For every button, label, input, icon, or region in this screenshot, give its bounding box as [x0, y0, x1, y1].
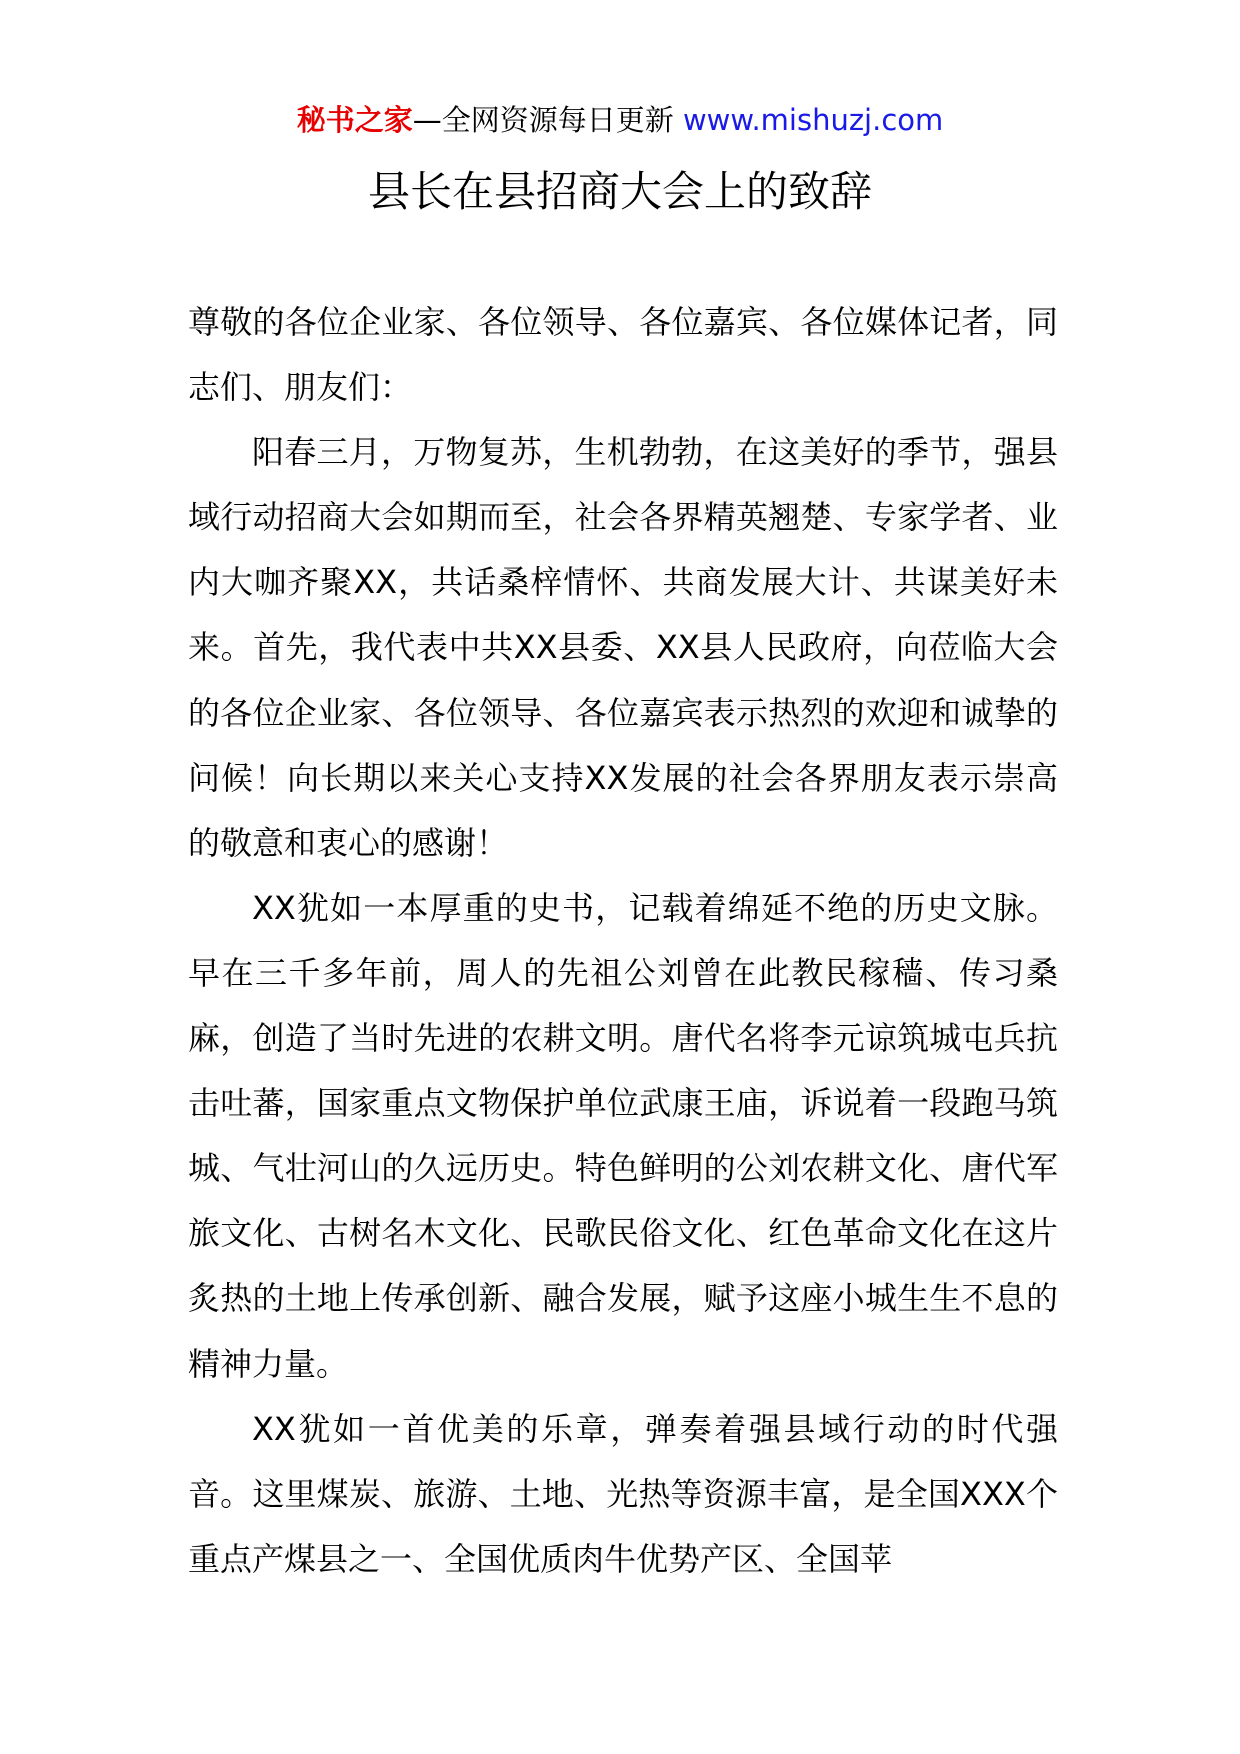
paragraph-3: XX犹如一首优美的乐章，弹奏着强县域行动的时代强音。这里煤炭、旅游、土地、光热等资源丰富，是全国XXX个重点产煤县之一、全国优质肉牛优势产区、全国苹 — [188, 1409, 1058, 1578]
header-url-link[interactable]: www.mishuzj.com — [682, 103, 944, 137]
header-tagline: —全网资源每日更新 — [412, 103, 683, 137]
page-header — [0, 100, 1240, 140]
header-brand: 秘书之家 — [296, 103, 413, 137]
paragraph-2: XX犹如一本厚重的史书，记载着绵延不绝的历史文脉。早在三千多年前，周人的先祖公刘曾在此教民稼穑、传习桑麻，创造了当时先进的农耕文明。唐代名将李元谅筑城屯兵抗击吐蕃，国家重点文物保护单位武康王庙，诉说着一段跑马筑城、气壮河山的久远历史。特色鲜明的公刘农耕文化、唐代军旅文化、古树名木文化、民歌民俗文化、红色革命文化在这片炙热的土地上传承创新、融合发展，赋予这座小城生生不息的精神力量。 — [188, 888, 1058, 1383]
document-title: 县长在县招商大会上的致辞 — [367, 167, 872, 216]
document-body — [188, 290, 1058, 1592]
salutation: 尊敬的各位企业家、各位领导、各位嘉宾、各位媒体记者，同志们、朋友们： — [188, 303, 1058, 407]
paragraph-1: 阳春三月，万物复苏，生机勃勃，在这美好的季节，强县域行动招商大会如期而至，社会各界精英翘楚、专家学者、业内大咖齐聚XX，共话桑梓情怀、共商发展大计、共谋美好未来。首先，我代表中共XX县委、XX县人民政府，向莅临大会的各位企业家、各位领导、各位嘉宾表示热烈的欢迎和诚挚的问候！向长期以来关心支持XX发展的社会各界朋友表示崇高的敬意和衷心的感谢！ — [188, 433, 1058, 862]
